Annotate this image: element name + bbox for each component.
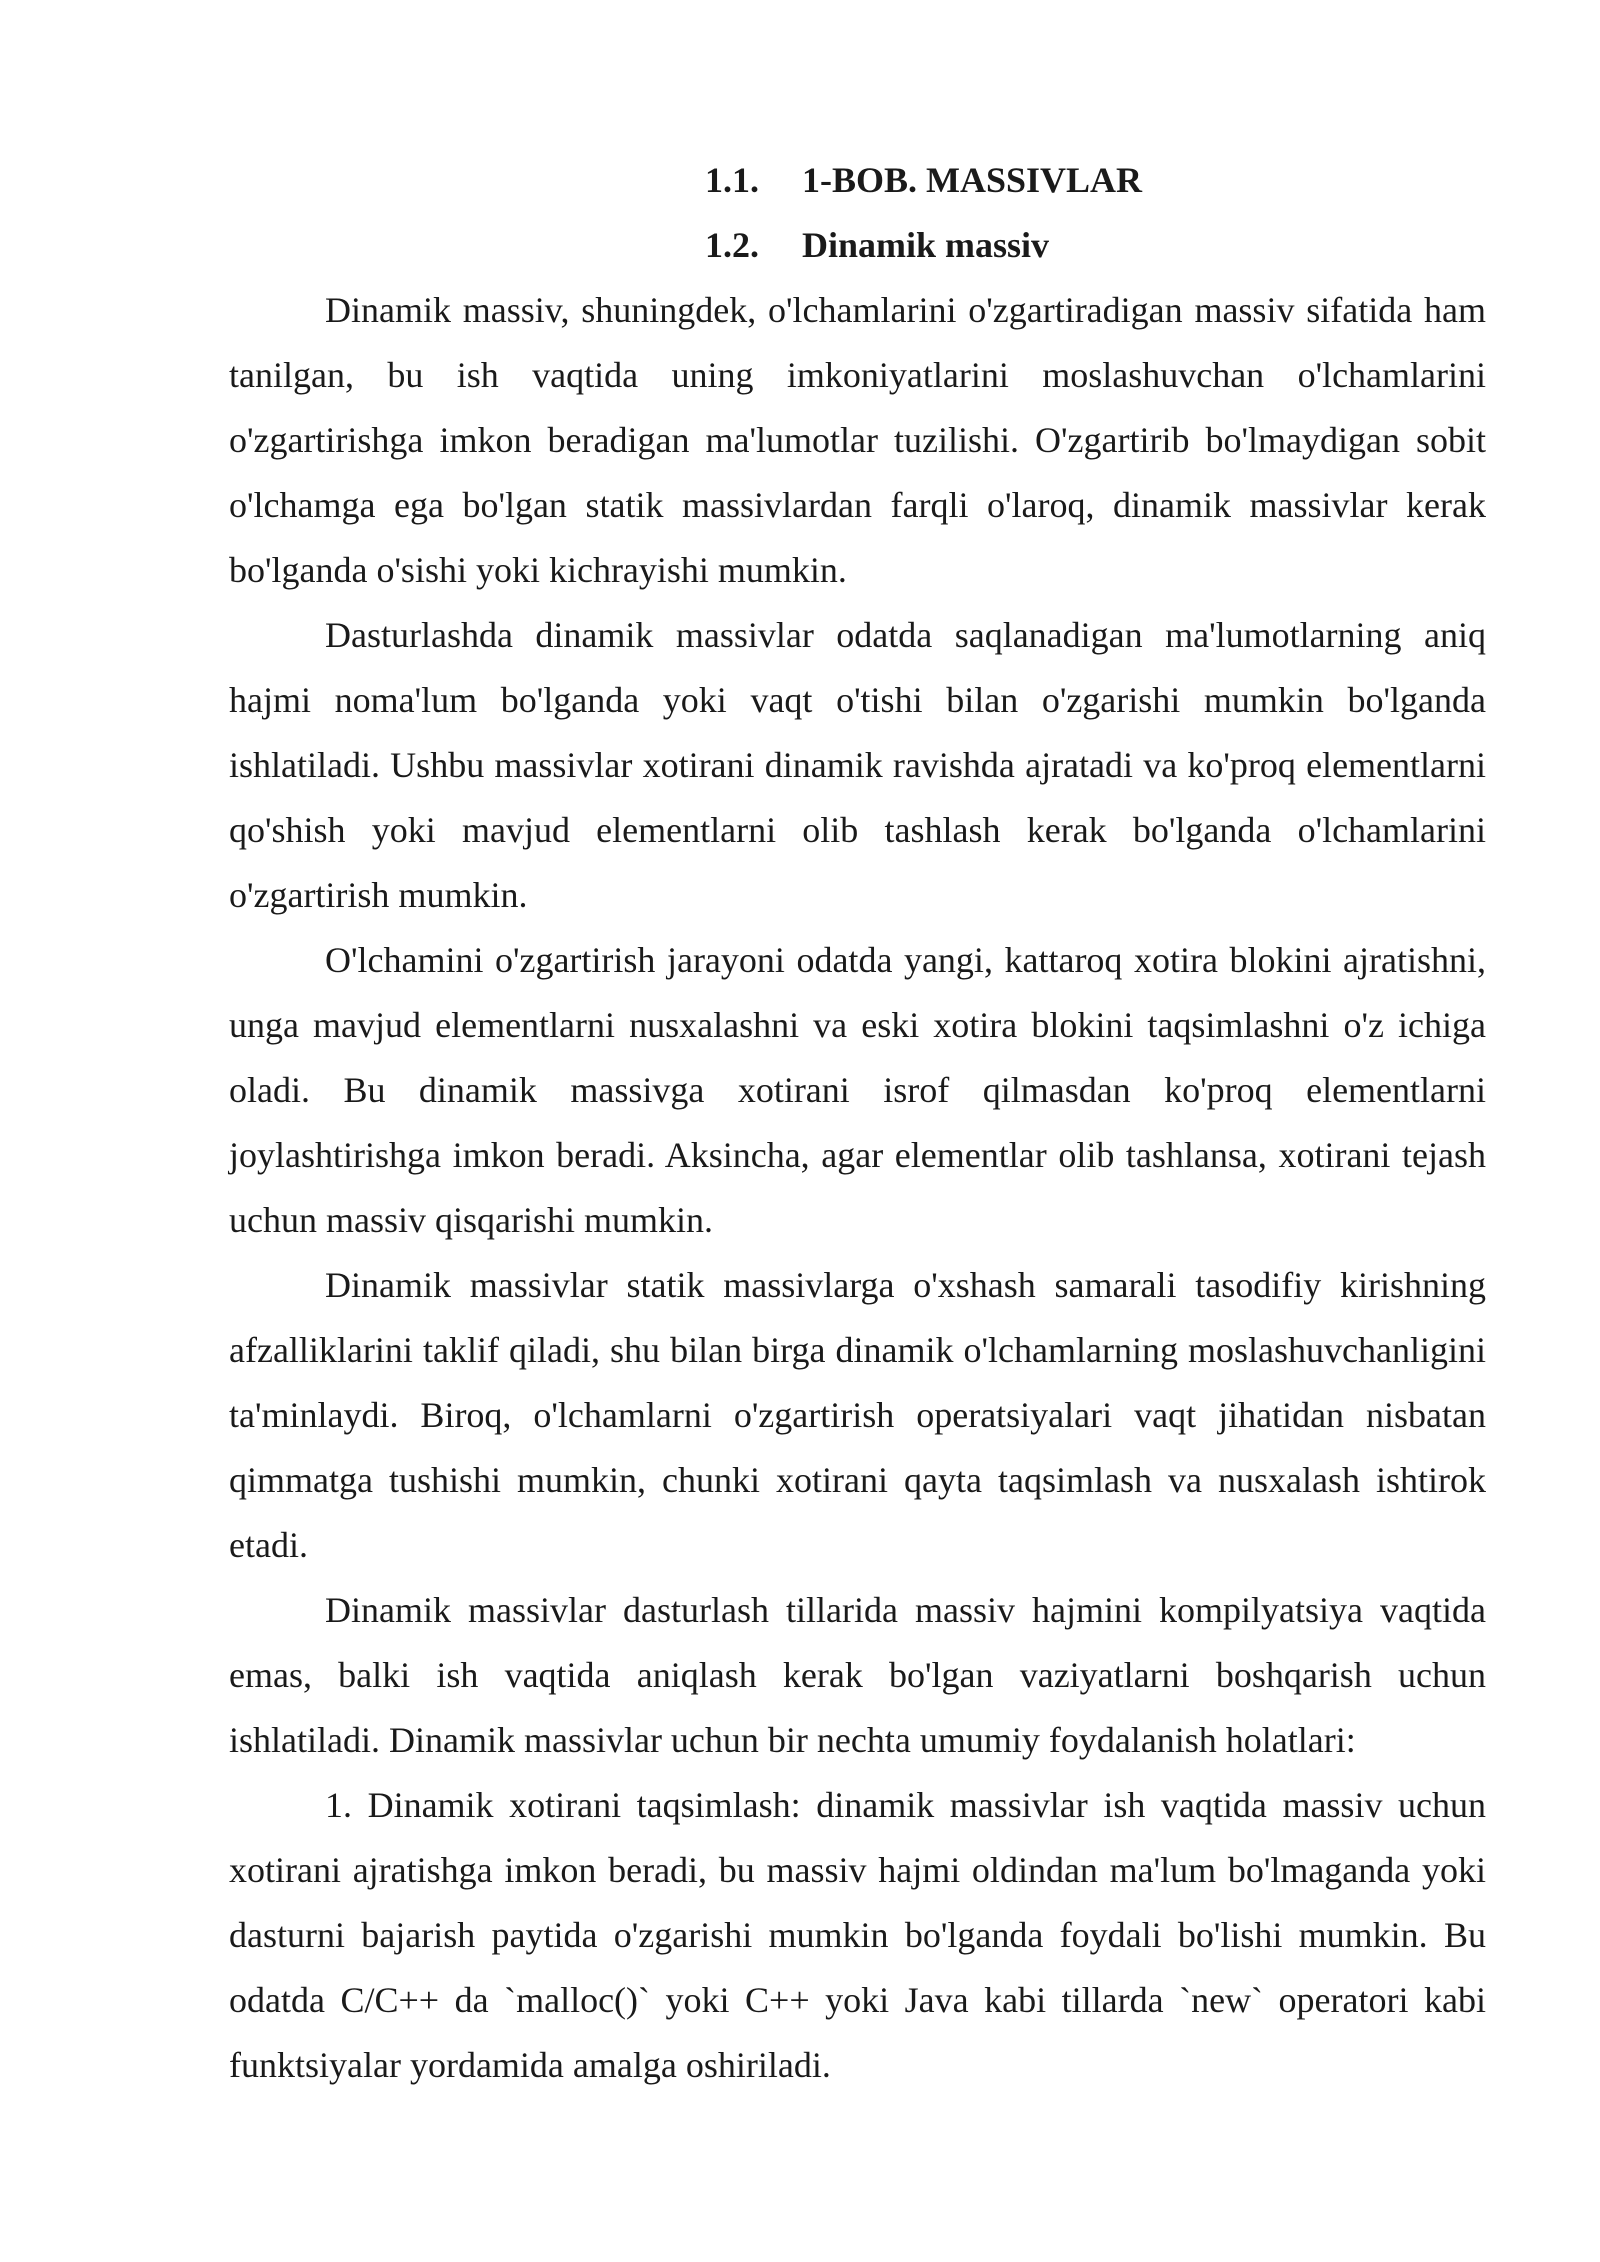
chapter-heading-number: 1.1. <box>705 160 759 200</box>
chapter-heading <box>705 148 1486 213</box>
paragraph-usage: Dasturlashda dinamik massivlar odatda saqlanadigan ma'lumotlarning aniq hajmi noma'lum bo'lganda yoki vaqt o'tishi bilan o'zgarishi mumkin bo'lganda ishlatiladi. Ushbu massivlar xotirani dinamik ravishda ajratadi va ko'proq elementlarni qo'shish yoki mavjud elementlarni olib tashlash kerak bo'lganda o'lchamlarini o'zgartirish mumkin. <box>229 615 1486 915</box>
section-heading-number: 1.2. <box>705 225 759 265</box>
paragraph-advantages: Dinamik massivlar statik massivlarga o'xshash samarali tasodifiy kirishning afzalliklarini taklif qiladi, shu bilan birga dinamik o'lchamlarning moslashuvchanligini ta'minlaydi. Biroq, o'lchamlarni o'zgartirish operatsiyalari vaqt jihatidan nisbatan qimmatga tushishi mumkin, chunki xotirani qayta taqsimlash va nusxalash ishtirok etadi. <box>229 1265 1486 1565</box>
chapter-heading-title: 1-BOB. MASSIVLAR <box>802 160 1143 200</box>
list-item-dynamic-allocation: 1. Dinamik xotirani taqsimlash: dinamik massivlar ish vaqtida massiv uchun xotirani ajratishga imkon beradi, bu massiv hajmi oldindan ma'lum bo'lmaganda yoki dasturni bajarish paytida o'zgarishi mumkin bo'lganda foydali bo'lishi mumkin. Bu odatda C/C++ da `malloc()` yoki C++ yoki Java kabi tillarda `new` operatori kabi funktsiyalar yordamida amalga oshiriladi. <box>229 1785 1486 2085</box>
paragraph-resizing: O'lchamini o'zgartirish jarayoni odatda yangi, kattaroq xotira blokini ajratishni, unga mavjud elementlarni nusxalashni va eski xotira blokini taqsimlashni o'z ichiga oladi. Bu dinamik massivga xotirani isrof qilmasdan ko'proq elementlarni joylashtirishga imkon beradi. Aksincha, agar elementlar olib tashlansa, xotirani tejash uchun massiv qisqarishi mumkin. <box>229 940 1486 1240</box>
section-heading <box>705 213 1486 278</box>
paragraph-use-cases-intro: Dinamik massivlar dasturlash tillarida massiv hajmini kompilyatsiya vaqtida emas, balki ish vaqtida aniqlash kerak bo'lgan vaziyatlarni boshqarish uchun ishlatiladi. Dinamik massivlar uchun bir nechta umumiy foydalanish holatlari: <box>229 1590 1486 1760</box>
paragraph-definition: Dinamik massiv, shuningdek, o'lchamlarini o'zgartiradigan massiv sifatida ham tanilgan, bu ish vaqtida uning imkoniyatlarini moslashuvchan o'lchamlarini o'zgartirishga imkon beradigan ma'lumotlar tuzilishi. O'zgartirib bo'lmaydigan sobit o'lchamga ega bo'lgan statik massivlardan farqli o'laroq, dinamik massivlar kerak bo'lganda o'sishi yoki kichrayishi mumkin. <box>229 290 1486 590</box>
section-heading-title: Dinamik massiv <box>802 225 1050 265</box>
document-body <box>229 148 1486 2098</box>
